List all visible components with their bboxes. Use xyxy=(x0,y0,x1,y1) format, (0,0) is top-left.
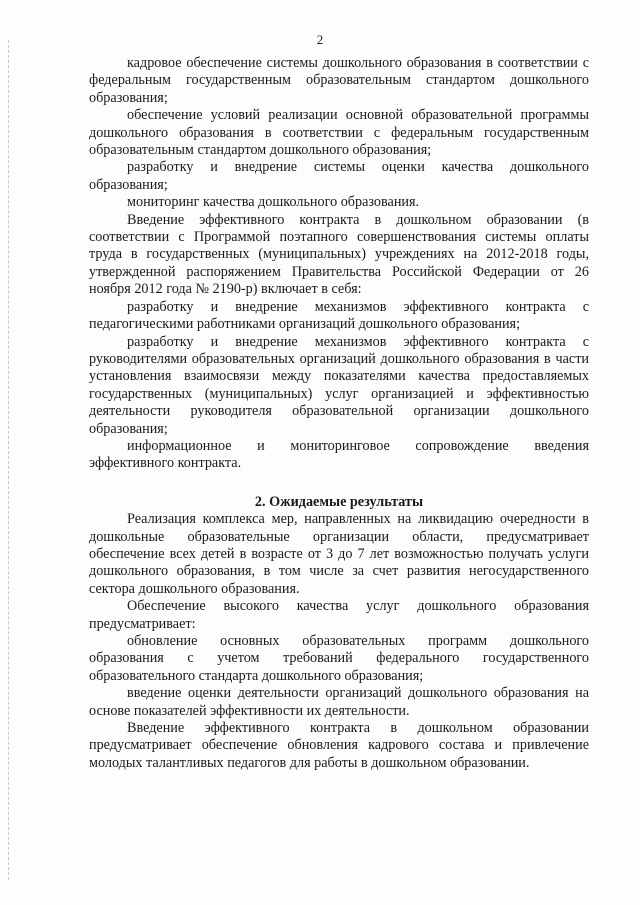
document-body xyxy=(89,55,589,772)
paragraph: обеспечение условий реализации основной образовательной программы дошкольного образования в соответствии с федеральным государственным образовательным стандартом дошкольного образования; xyxy=(89,107,589,159)
paragraph: Реализация комплекса мер, направленных на ликвидацию очередности в дошкольные образовательные организации области, предусматривает обеспечение всех детей в возрасте от 3 до 7 лет возможностью получать услуги дошкольного образования, в том числе за счет развития негосударственного сектора дошкольного образования. xyxy=(89,511,589,597)
paragraph: введение оценки деятельности организаций дошкольного образования на основе показателей эффективности их деятельности. xyxy=(89,685,589,719)
paragraph: Обеспечение высокого качества услуг дошкольного образования предусматривает: xyxy=(89,598,589,632)
section-heading: 2. Ожидаемые результаты xyxy=(254,493,424,510)
paragraph: мониторинг качества дошкольного образования. xyxy=(127,194,420,211)
paragraph: разработку и внедрение механизмов эффективного контракта с руководителями образовательных организаций дошкольного образования в части установления взаимосвязи между показателями качества предоставляемых государственных (муниципальных) услуг организацией и эффективностью деятельности руководителя образовательной организации дошкольного образования; xyxy=(89,333,589,437)
page-number: 2 xyxy=(316,32,324,47)
binding-margin-line xyxy=(8,40,9,880)
paragraph: разработку и внедрение механизмов эффективного контракта с педагогическими работниками организаций дошкольного образования; xyxy=(89,298,589,333)
paragraph: Введение эффективного контракта в дошкольном образовании (в соответствии с Программой поэтапного совершенствования системы оплаты труда в государственных (муниципальных) учреждениях на 2012-2018 годы, утвержденной распоряжением Правительства Российской Федерации от 26 ноября 2012 года № 2190-р) включает в себя: xyxy=(89,211,589,298)
paragraph: кадровое обеспечение системы дошкольного образования в соответствии с федеральным государственным образовательным стандартом дошкольного образования; xyxy=(89,55,589,106)
paragraph: обновление основных образовательных программ дошкольного образования с учетом требований федерального государственного образовательного стандарта дошкольного образования; xyxy=(89,633,589,684)
paragraph: информационное и мониторинговое сопровождение введения эффективного контракта. xyxy=(89,437,589,472)
paragraph: разработку и внедрение системы оценки качества дошкольного образования; xyxy=(89,159,589,193)
paragraph: Введение эффективного контракта в дошкольном образовании предусматривает обеспечение обновления кадрового состава и привлечение молодых талантливых педагогов для работы в дошкольном образовании. xyxy=(89,720,589,771)
